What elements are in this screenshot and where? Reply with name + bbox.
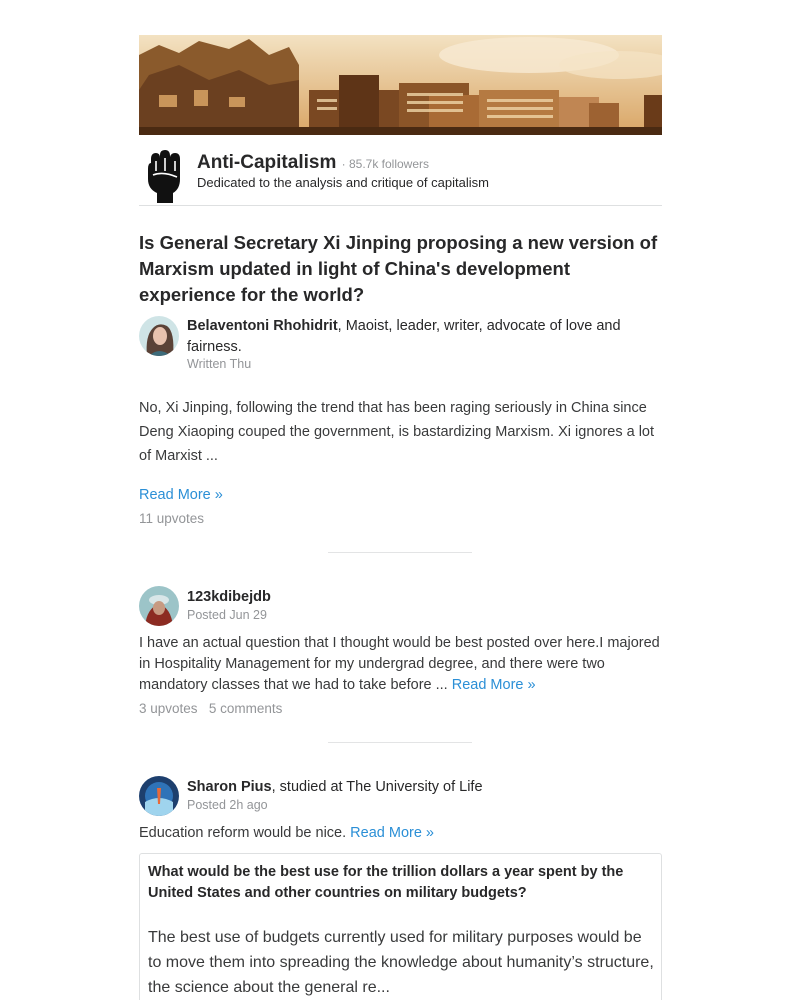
space-banner-image[interactable]	[139, 35, 662, 135]
quoted-answer-card[interactable]	[139, 853, 662, 1000]
post-date[interactable]: Posted Jun 29	[187, 608, 267, 622]
share-text[interactable]	[139, 823, 662, 844]
space-title[interactable]	[197, 152, 429, 174]
answer-upvotes[interactable]: 11 upvotes	[139, 511, 205, 526]
answer-excerpt[interactable]: No, Xi Jinping, following the trend that has been raging seriously in China since Deng Xiaoping couped the government, is bastardizing Marxism. Xi ignores a lot of Marxist ...	[139, 400, 655, 464]
space-followers-count: · 85.7k followers	[341, 157, 430, 171]
divider	[328, 552, 472, 553]
divider	[328, 742, 472, 743]
share-date[interactable]: Posted 2h ago	[187, 798, 268, 812]
post-author	[187, 587, 271, 608]
space-name[interactable]: Anti-Capitalism	[197, 152, 337, 173]
post-upvotes[interactable]: 3 upvotes	[139, 701, 198, 716]
post-body: I have an actual question that I thought would be best posted over here.I majored in Hospitality Management for my undergrad degree, and there were two mandatory classes that we had to take before ...	[139, 635, 660, 693]
question-title[interactable]: Is General Secretary Xi Jinping proposing a new version of Marxism updated in light of China's development experience for the world?	[139, 232, 658, 305]
author-credential: , studied at The University of Life	[271, 779, 483, 795]
read-more-link[interactable]: Read More »	[451, 677, 536, 693]
avatar[interactable]	[139, 776, 179, 816]
author-credential: , Maoist, leader, writer, advocate of love and fairness.	[187, 318, 621, 355]
answer-read-more	[139, 483, 662, 507]
space-description: Dedicated to the analysis and critique of capitalism	[197, 175, 489, 190]
answer-author	[187, 316, 657, 358]
post-stats	[139, 701, 282, 716]
post-comments[interactable]: 5 comments	[208, 701, 283, 716]
author-name[interactable]: Belaventoni Rhohidrit	[187, 318, 338, 334]
author-name[interactable]: Sharon Pius	[187, 779, 272, 795]
share-author	[187, 777, 483, 798]
feed-page	[139, 35, 662, 996]
avatar[interactable]	[139, 316, 179, 356]
avatar[interactable]	[139, 586, 179, 626]
share-body: Education reform would be nice.	[139, 825, 351, 841]
raised-fist-icon	[145, 149, 183, 203]
quoted-answer-excerpt: The best use of budgets currently used for military purposes would be to move them into spreading the knowledge about humanity’s structure, the science about the general re...	[148, 929, 654, 996]
post-text[interactable]	[139, 633, 662, 696]
read-more-link[interactable]: Read More »	[350, 825, 434, 841]
read-more-link[interactable]: Read More »	[139, 487, 223, 503]
author-name[interactable]: 123kdibejdb	[187, 589, 271, 605]
answer-date[interactable]: Written Thu	[187, 357, 252, 371]
quoted-question-title[interactable]: What would be the best use for the trillion dollars a year spent by the United States and other countries on military budgets?	[148, 864, 624, 901]
